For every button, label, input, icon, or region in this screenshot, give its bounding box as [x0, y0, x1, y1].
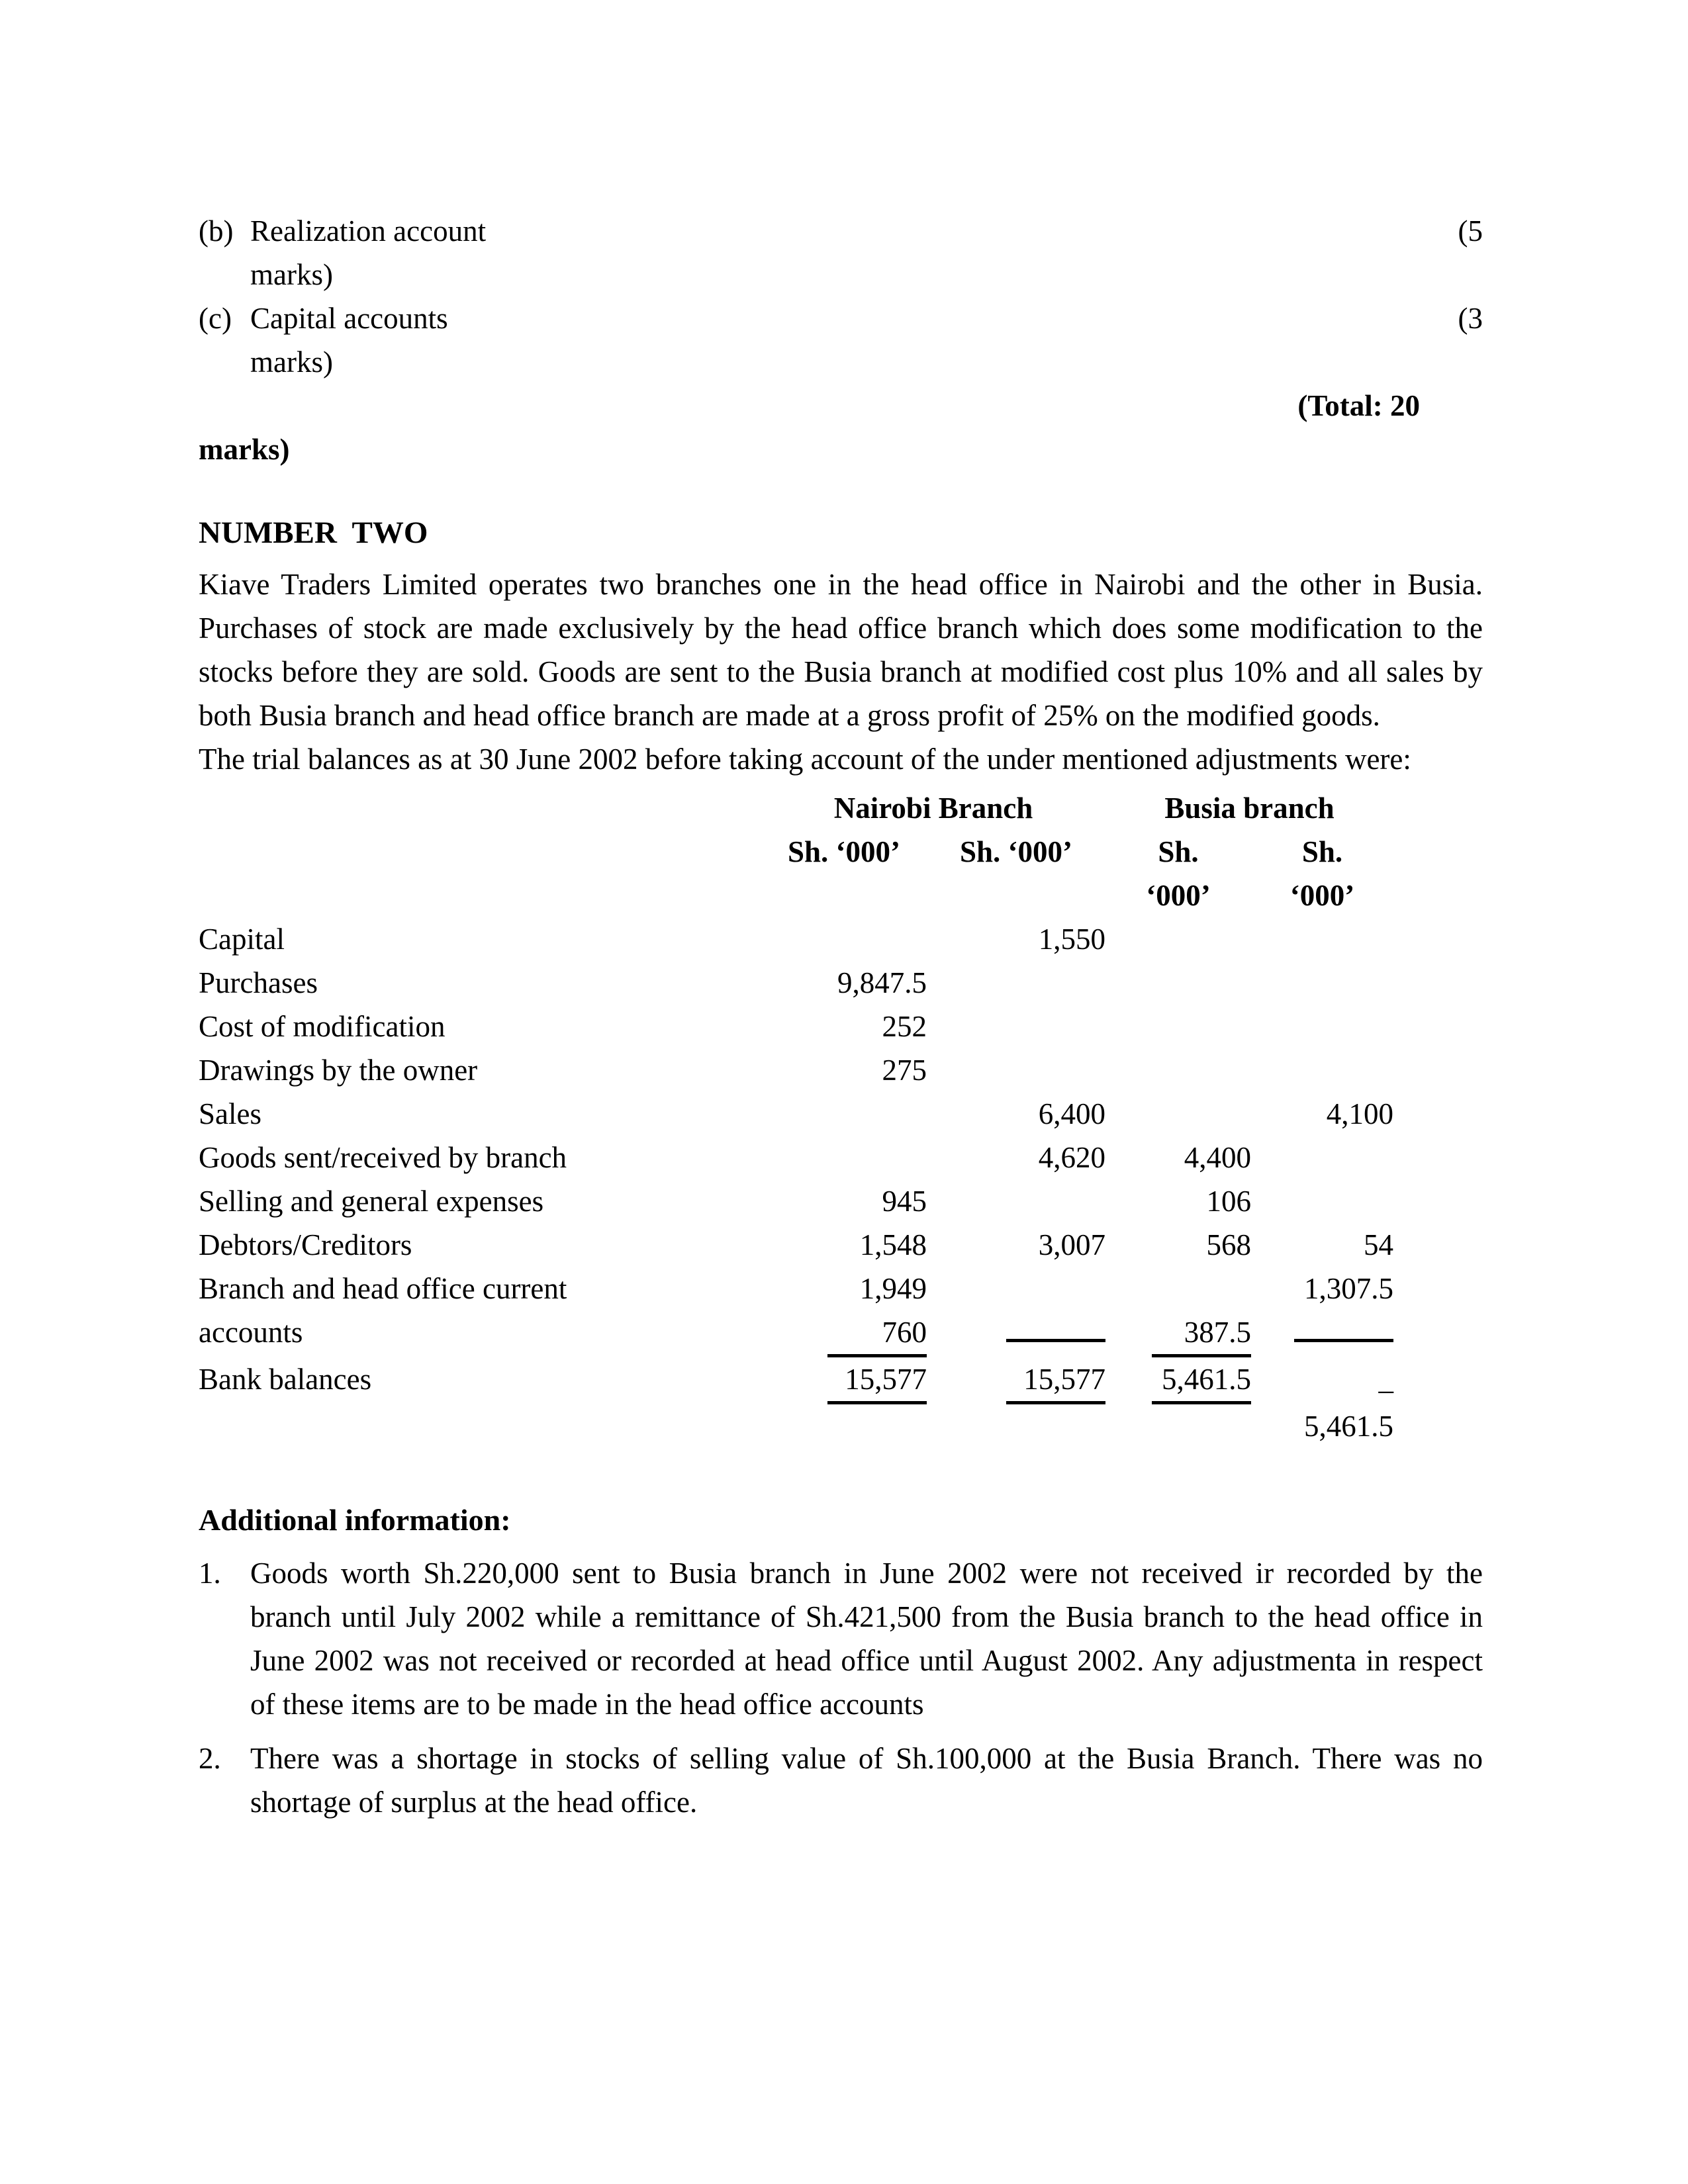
marks-item-b: [199, 209, 1483, 253]
table-cell: [1251, 1179, 1393, 1223]
table-cell: [927, 1048, 1105, 1092]
row-label: Selling and general expenses: [199, 1185, 544, 1218]
section-heading: NUMBER TWO: [199, 516, 428, 550]
table-spacer: [199, 786, 761, 830]
table-cell: 4,100: [1326, 1097, 1393, 1130]
table-cell: 15,577: [761, 1357, 927, 1404]
table-cell: [1105, 1404, 1251, 1448]
table-cell: [1105, 1267, 1251, 1310]
table-cell: 9,847.5: [837, 966, 927, 999]
list-item-number: 2.: [199, 1742, 221, 1775]
table-cell: [1251, 917, 1393, 961]
table-cell: [761, 917, 927, 961]
unit-header-text: Sh. ‘000’: [1146, 835, 1211, 912]
list-item-text: Goods worth Sh.220,000 sent to Busia branch in June 2002 were not received ir recorded by the branch until July 2002 while a remittance of Sh.421,500 from the Busia branch to the head office in June 2002 was not received or recorded at head office until August 2002. Any adjustmenta in respect of these items are to be made in the head office accounts: [250, 1557, 1483, 1721]
table-cell: 252: [882, 1010, 927, 1043]
table-cell: [1251, 1005, 1393, 1048]
marks-item-continuation: marks): [250, 345, 333, 379]
table-cell: 275: [882, 1054, 927, 1087]
total-marks: (Total: 20: [1297, 389, 1420, 422]
additional-info-item-2: [199, 1737, 1483, 1824]
table-cell: [927, 1005, 1105, 1048]
table-cell: 4,620: [1038, 1141, 1105, 1174]
total-marks-continuation: marks): [199, 433, 290, 466]
branch-header-nairobi: Nairobi Branch: [833, 792, 1033, 825]
marks-item-number: (b): [199, 214, 234, 248]
table-cell: 387.5: [1105, 1310, 1251, 1357]
table-cell: [761, 1092, 927, 1136]
row-label: Sales: [199, 1097, 261, 1130]
additional-info-heading: Additional information:: [199, 1503, 511, 1537]
additional-info-item-1: [199, 1551, 1483, 1726]
trial-balance-intro: The trial balances as at 30 June 2002 before taking account of the under mentioned adjustments were:: [199, 743, 1411, 776]
unit-header: [1251, 830, 1393, 917]
branch-header-busia: Busia branch: [1164, 792, 1335, 825]
table-cell: [927, 1267, 1105, 1310]
unit-header-text: Sh. ‘000’: [1289, 835, 1355, 912]
row-label: Goods sent/received by branch: [199, 1141, 567, 1174]
intro-paragraph: Kiave Traders Limited operates two branches one in the head office in Nairobi and the other in Busia. Purchases of stock are made exclusively by the head office branch which does some modification to the stocks before they are sold. Goods are sent to the Busia branch at modified cost plus 10% and all sales by both Busia branch and head office branch are made at a gross profit of 25% on the modified goods.: [199, 568, 1483, 732]
table-cell: 760: [761, 1310, 927, 1357]
table-cell: [761, 1404, 927, 1448]
marks-section: [199, 209, 1483, 471]
unit-header: Sh. ‘000’: [787, 835, 901, 868]
row-label: Purchases: [199, 966, 318, 999]
unit-header: Sh. ‘000’: [959, 835, 1073, 868]
row-label: Cost of modification: [199, 1010, 445, 1043]
table-cell: 1,548: [859, 1228, 927, 1261]
row-label: [199, 1404, 761, 1448]
table-cell: 15,577: [927, 1357, 1105, 1404]
table-cell: 3,007: [1038, 1228, 1105, 1261]
table-cell: [1251, 961, 1393, 1005]
table-cell: [1251, 1136, 1393, 1179]
table-cell: [761, 1136, 927, 1179]
marks-item-continuation: marks): [250, 258, 333, 291]
marks-item-value: (3: [1458, 302, 1483, 335]
table-cell: 54: [1364, 1228, 1393, 1261]
table-cell: 1,949: [859, 1272, 927, 1305]
table-cell: _: [1378, 1363, 1393, 1396]
table-cell: [927, 961, 1105, 1005]
table-cell: 1,550: [1038, 923, 1105, 956]
table-cell: 4,400: [1184, 1141, 1251, 1174]
list-item-text: There was a shortage in stocks of selling value of Sh.100,000 at the Busia Branch. There was no shortage of surplus at the head office.: [250, 1742, 1483, 1819]
row-label: Bank balances: [199, 1363, 372, 1396]
table-cell: [1105, 1005, 1251, 1048]
table-cell: [1105, 917, 1251, 961]
table-cell: 6,400: [1038, 1097, 1105, 1130]
table-cell: [1105, 1092, 1251, 1136]
list-item-number: 1.: [199, 1557, 221, 1590]
table-cell: 945: [882, 1185, 927, 1218]
marks-item-value: (5: [1458, 214, 1483, 248]
row-label: Branch and head office current: [199, 1272, 567, 1305]
table-cell: 5,461.5: [1105, 1357, 1251, 1404]
table-spacer: [199, 830, 761, 917]
table-cell: 106: [1206, 1185, 1251, 1218]
table-cell: [1105, 1048, 1251, 1092]
table-cell: 568: [1206, 1228, 1251, 1261]
row-label: Capital: [199, 923, 285, 956]
row-label: accounts: [199, 1316, 303, 1349]
unit-header: [1105, 830, 1251, 917]
marks-item-title: Realization account: [250, 214, 487, 248]
row-label: Debtors/Creditors: [199, 1228, 412, 1261]
marks-item-c: [199, 296, 1483, 340]
table-cell: [927, 1404, 1105, 1448]
marks-item-title: Capital accounts: [250, 302, 448, 335]
marks-item-number: (c): [199, 302, 232, 335]
row-label: Drawings by the owner: [199, 1054, 478, 1087]
table-cell: [1105, 961, 1251, 1005]
table-cell: [1251, 1048, 1393, 1092]
table-cell: 5,461.5: [1304, 1410, 1393, 1443]
table-cell: [927, 1179, 1105, 1223]
table-cell: [1251, 1310, 1393, 1357]
table-cell: 1,307.5: [1304, 1272, 1393, 1305]
trial-balance-table: [199, 786, 1483, 1448]
table-cell: [927, 1310, 1105, 1357]
